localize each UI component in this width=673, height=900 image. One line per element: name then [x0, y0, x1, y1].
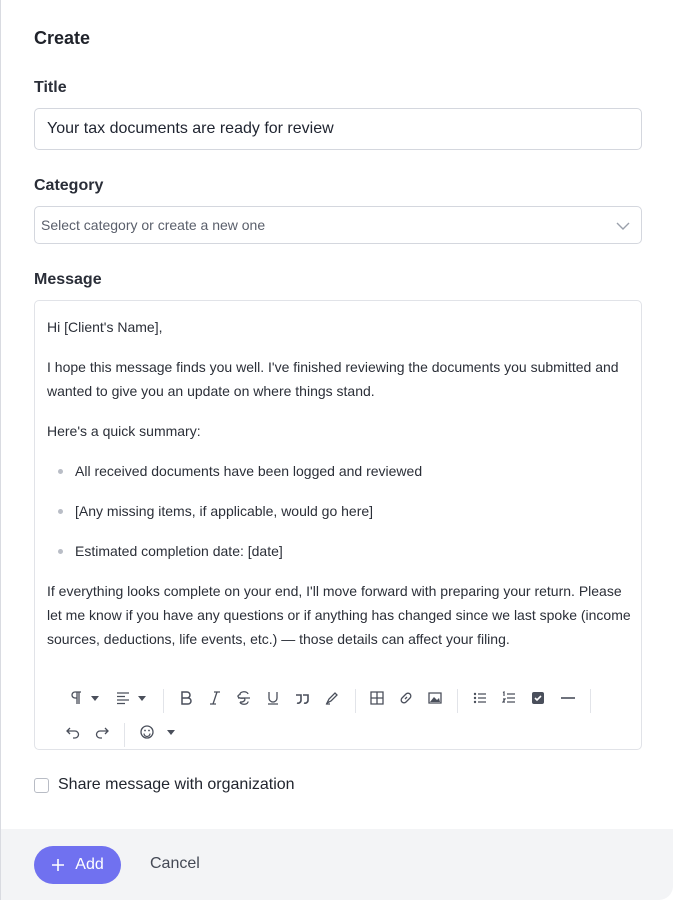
chevron-down-icon — [615, 218, 631, 234]
title-input[interactable] — [34, 108, 642, 150]
underline-icon[interactable] — [262, 687, 284, 709]
message-body[interactable] — [47, 315, 631, 667]
italic-icon[interactable] — [204, 687, 226, 709]
undo-icon[interactable] — [62, 721, 84, 743]
chevron-down-icon[interactable] — [160, 721, 182, 743]
footer-bar — [1, 829, 673, 900]
message-closing: If everything looks complete on your end, I'll move forward with preparing your return. Please let me know if you have any questions or if anything has changed since we last spoke (income sources, deductions, life events, etc.) — those details can affect your filing. — [47, 583, 631, 647]
toolbar-divider — [163, 689, 164, 713]
category-placeholder: Select category or create a new one — [41, 217, 266, 233]
chevron-down-icon[interactable] — [84, 687, 106, 709]
message-intro: I hope this message finds you well. I've finished reviewing the documents you submitted and wanted to give you an update on where things stand. — [47, 359, 619, 399]
image-icon[interactable] — [424, 687, 446, 709]
share-label[interactable]: Share message with organization — [58, 776, 295, 793]
message-bullet-list — [47, 459, 631, 563]
bold-icon[interactable] — [175, 687, 197, 709]
redo-icon[interactable] — [91, 721, 113, 743]
plus-icon — [51, 858, 65, 872]
message-greeting: Hi [Client's Name], — [47, 319, 163, 335]
toolbar-divider — [590, 689, 591, 713]
category-select[interactable] — [34, 206, 642, 244]
chevron-down-icon[interactable] — [131, 687, 153, 709]
checklist-icon[interactable] — [527, 687, 549, 709]
quote-icon[interactable] — [291, 687, 313, 709]
cancel-button[interactable]: Cancel — [150, 855, 200, 872]
list-item: All received documents have been logged and reviewed — [47, 459, 631, 483]
strikethrough-icon[interactable] — [233, 687, 255, 709]
emoji-icon[interactable] — [136, 721, 158, 743]
add-button[interactable] — [34, 846, 121, 884]
category-label: Category — [34, 177, 104, 194]
numbered-list-icon[interactable] — [498, 687, 520, 709]
add-button-label: Add — [75, 856, 104, 873]
message-summary-lead: Here's a quick summary: — [47, 423, 201, 439]
link-icon[interactable] — [395, 687, 417, 709]
toolbar-divider — [124, 723, 125, 747]
table-icon[interactable] — [366, 687, 388, 709]
highlight-icon[interactable] — [321, 687, 343, 709]
horizontal-rule-icon[interactable] — [557, 687, 579, 709]
message-editor[interactable] — [34, 300, 642, 750]
bullet-list-icon[interactable] — [469, 687, 491, 709]
title-label: Title — [34, 79, 67, 96]
share-checkbox[interactable] — [34, 778, 49, 793]
toolbar-divider — [355, 689, 356, 713]
list-item: Estimated completion date: [date] — [47, 539, 631, 563]
message-label: Message — [34, 271, 102, 288]
page-title: Create — [34, 28, 91, 48]
list-item: [Any missing items, if applicable, would go here] — [47, 499, 631, 523]
toolbar-divider — [457, 689, 458, 713]
